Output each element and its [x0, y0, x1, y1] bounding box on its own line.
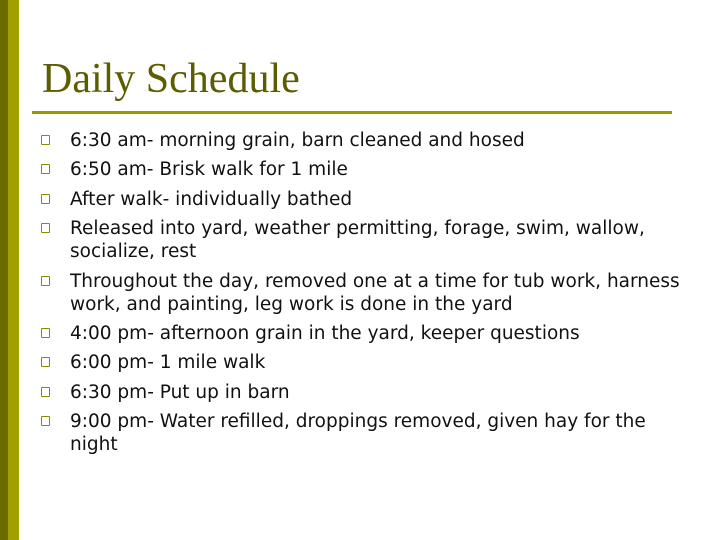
square-bullet-icon — [41, 194, 50, 204]
list-item — [41, 158, 681, 181]
list-item-text: 4:00 pm- afternoon grain in the yard, keeper questions — [70, 322, 580, 344]
list-item — [41, 351, 681, 374]
list-item-text: 9:00 pm- Water refilled, droppings removed, given hay for the night — [70, 411, 646, 456]
list-item-text: Released into yard, weather permitting, forage, swim, wallow, socialize, rest — [70, 218, 645, 263]
list-item-text: After walk- individually bathed — [70, 188, 353, 210]
square-bullet-icon — [41, 416, 50, 426]
list-item — [41, 322, 681, 345]
list-item — [41, 381, 681, 404]
square-bullet-icon — [41, 387, 50, 397]
square-bullet-icon — [41, 276, 50, 286]
slide-title: Daily Schedule — [42, 56, 300, 102]
list-item — [41, 410, 681, 456]
list-item-text: 6:30 am- morning grain, barn cleaned and hosed — [70, 130, 525, 151]
title-underline — [32, 111, 672, 114]
list-item — [41, 217, 681, 263]
square-bullet-icon — [41, 328, 50, 338]
list-item — [41, 270, 681, 316]
list-item-text: 6:00 pm- 1 mile walk — [70, 352, 266, 374]
square-bullet-icon — [41, 135, 50, 145]
square-bullet-icon — [41, 223, 50, 233]
list-item — [41, 188, 681, 211]
left-accent-bar-light — [8, 0, 19, 540]
schedule-list — [41, 129, 681, 463]
list-item-text: 6:50 am- Brisk walk for 1 mile — [70, 159, 348, 181]
list-item-text: Throughout the day, removed one at a time for tub work, harness work, and painting, leg work is done in the yard — [70, 270, 680, 315]
list-item-text: 6:30 pm- Put up in barn — [70, 381, 290, 403]
list-item — [41, 129, 681, 152]
square-bullet-icon — [41, 164, 50, 174]
square-bullet-icon — [41, 357, 50, 367]
left-accent-bar-dark — [0, 0, 8, 540]
